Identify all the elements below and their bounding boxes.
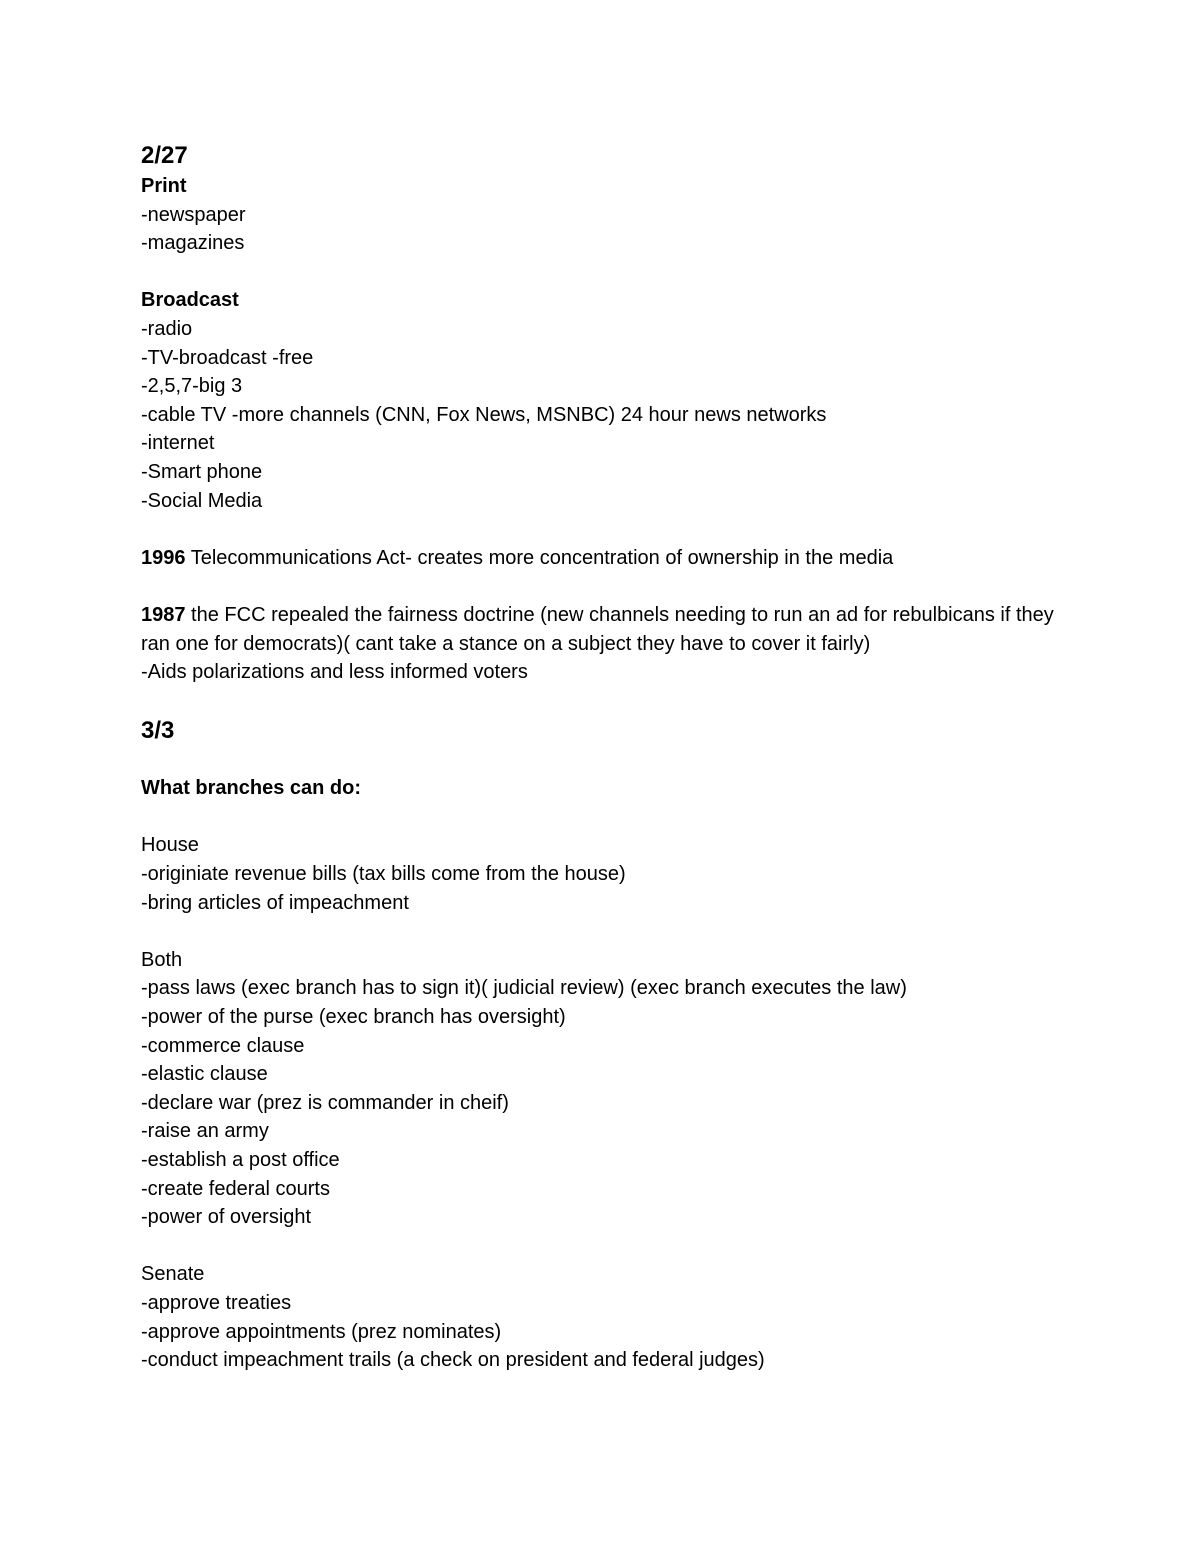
broadcast-item: -cable TV -more channels (CNN, Fox News, MSNBC) 24 hour news networks xyxy=(141,403,827,426)
senate-item: -approve treaties xyxy=(141,1291,292,1314)
fcc-effect: -Aids polarizations and less informed voters xyxy=(141,661,528,684)
spacer xyxy=(141,803,1081,832)
both-item: -power of the purse (exec branch has oversight) xyxy=(141,1006,566,1029)
both-item: -commerce clause xyxy=(141,1034,305,1057)
both-item: -raise an army xyxy=(141,1120,269,1143)
both-item: -establish a post office xyxy=(141,1149,340,1171)
broadcast-item: -TV-broadcast -free xyxy=(141,346,314,369)
broadcast-item: -Social Media xyxy=(141,489,263,512)
spacer xyxy=(141,258,1081,287)
broadcast-item: -internet xyxy=(141,432,215,455)
print-item: -magazines xyxy=(141,232,245,255)
broadcast-item: -2,5,7-big 3 xyxy=(141,375,243,398)
house-heading: House xyxy=(141,834,199,857)
spacer xyxy=(141,515,1081,544)
branches-heading: What branches can do: xyxy=(141,777,362,800)
telecom-act-paragraph xyxy=(141,544,1081,573)
act-text: Telecommunications Act- creates more concentration of ownership in the media xyxy=(185,546,894,569)
spacer xyxy=(141,1232,1081,1261)
spacer xyxy=(141,747,1081,774)
both-item: -pass laws (exec branch has to sign it)( judicial review) (exec branch executes the law) xyxy=(141,977,907,1000)
section-date-2-27: 2/27 xyxy=(141,142,188,169)
act-year: 1996 xyxy=(141,546,186,569)
fcc-year: 1987 xyxy=(141,603,186,626)
both-item: -create federal courts xyxy=(141,1177,330,1200)
both-heading: Both xyxy=(141,948,183,971)
both-item: -power of oversight xyxy=(141,1206,312,1229)
senate-item: -approve appointments (prez nominates) xyxy=(141,1320,502,1343)
fcc-paragraph xyxy=(141,601,1081,658)
print-heading: Print xyxy=(141,175,187,197)
house-item: -originiate revenue bills (tax bills come from the house) xyxy=(141,863,626,886)
spacer xyxy=(141,572,1081,601)
both-item: -elastic clause xyxy=(141,1063,268,1086)
senate-heading: Senate xyxy=(141,1263,205,1286)
house-item: -bring articles of impeachment xyxy=(141,891,409,914)
broadcast-heading: Broadcast xyxy=(141,289,239,312)
broadcast-item: -Smart phone xyxy=(141,460,263,483)
notes-page xyxy=(141,140,1081,1375)
broadcast-item: -radio xyxy=(141,317,193,340)
spacer xyxy=(141,687,1081,716)
fcc-text: the FCC repealed the fairness doctrine (new channels needing to run an ad for rebulbicans if they ran one for democrats)( cant take a stance on a subject they have to cover it fairly) xyxy=(141,603,1054,655)
both-item: -declare war (prez is commander in cheif) xyxy=(141,1091,509,1114)
senate-item: -conduct impeachment trails (a check on president and federal judges) xyxy=(141,1349,765,1372)
section-date-3-3: 3/3 xyxy=(141,717,175,745)
spacer xyxy=(141,917,1081,946)
print-item: -newspaper xyxy=(141,203,246,226)
